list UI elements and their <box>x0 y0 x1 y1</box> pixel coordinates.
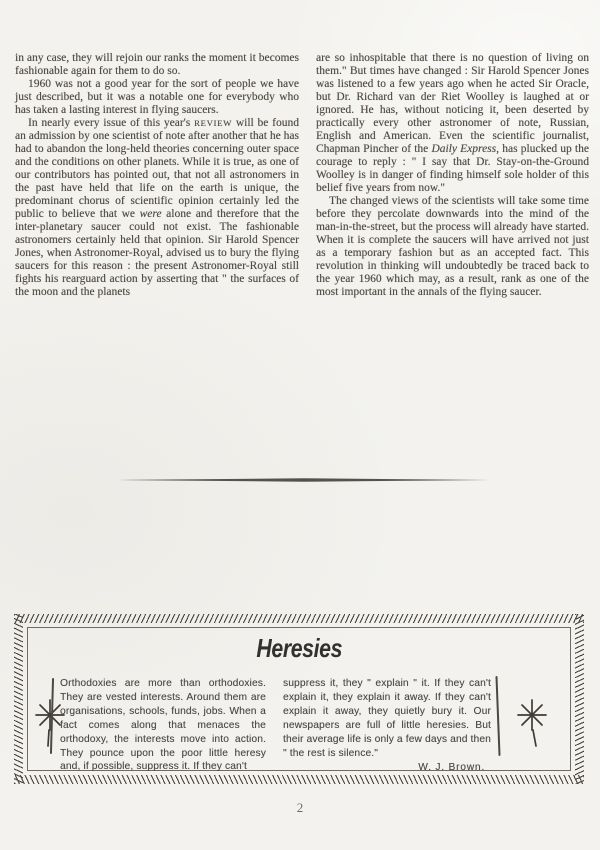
text-run: suppress it, they " explain " it. If they can't explain it, they explain it away. If they can't explain it away, they quietly bury it. Our newspapers are full of little heresies. But their average life is only a few days and then " the rest is silence." <box>283 678 491 759</box>
article-column-left <box>15 52 299 299</box>
italic-daily-express: Daily Express <box>431 143 497 155</box>
text-run: , has plucked up the courage to reply : " I say that Dr. Stay-on-the-Ground Woolley is in danger of finding himself sole holder of this belief five years from now." <box>316 143 589 194</box>
article <box>15 52 589 299</box>
paragraph <box>15 52 299 78</box>
text-run: The changed views of the scientists will take some time before they percolate downwards into the mind of the man-in-the-street, but the process will already have started. When it is complete the saucers will have arrived not just as a temporary fashion but as an accepted fact. This revolution in thinking will undoubtedly be traced back to the year 1960 which may, as a result, rank as one of the most important in the annals of the flying saucer. <box>316 195 589 298</box>
text-run: Orthodoxies are more than orthodoxies. They are vested interests. Around them are organisations, schools, funds, jobs. When a fact comes along that menaces the orthodoxy, the interests move into action. They pounce upon the poor little heresy and, if possible, suppress it. If they can't <box>60 678 266 773</box>
heresies-box <box>14 614 584 784</box>
heresies-quote-right <box>283 677 491 775</box>
heresies-quote-left <box>60 677 266 774</box>
paragraph <box>316 195 589 299</box>
ornamental-border-bottom <box>14 775 584 784</box>
heresies-title-text: Heresies <box>256 633 342 663</box>
swell-rule-icon <box>118 477 490 483</box>
text-run: In nearly every issue of this year's <box>28 117 195 129</box>
paragraph <box>15 78 299 117</box>
smallcaps-review: REVIEW <box>194 118 233 128</box>
text-run: alone and therefore that the inter-planetary saucer could not exist. The fashionable astronomers certainly held that opinion. Sir Harold Spencer Jones, when Astronomer-Royal, advised us to bury the flying saucers for this reason : the present Astronomer-Royal still fights his rearguard action by asserting that " the surfaces of the moon and the planets <box>15 208 300 298</box>
ornamental-border-top <box>14 614 584 623</box>
article-column-right <box>316 52 589 299</box>
star-ornament-icon <box>512 696 552 753</box>
text-run: are so inhospitable that there is no question of living on them." But times have changed : Sir Harold Spencer Jones was listened to a few years ago when he acted Sir Oracle, but Dr. Richard van der Riet Woolley is laughed at or ignored. He has, without noticing it, been deserted by practically every other astronomer of note, Russian, English and American. Even the scientific journalist, Chapman Pincher of the <box>316 52 589 155</box>
paragraph <box>15 117 299 299</box>
attribution: W. J. Brown. <box>418 762 485 774</box>
page-number: 2 <box>296 800 304 815</box>
text-run: will be found an admission by one scientist of note after another that he has had to abandon the long-held theories concerning outer space and the conditions on other planets. While it is true, as one of our contributors has pointed out, that not all astronomers in the past have held that life on the earth is unique, the predominant chorus of scientific opinion certainly led the public to believe that we <box>15 117 299 220</box>
italic-were: were <box>139 208 162 220</box>
text-run: in any case, they will rejoin our ranks the moment it becomes fashionable again for them to do so. <box>15 52 299 77</box>
text-run: 1960 was not a good year for the sort of people we have just described, but it was a notable one for everybody who has taken a lasting interest in flying saucers. <box>15 78 299 116</box>
section-divider <box>118 470 490 476</box>
heresies-title <box>14 634 584 662</box>
paragraph <box>316 52 589 195</box>
